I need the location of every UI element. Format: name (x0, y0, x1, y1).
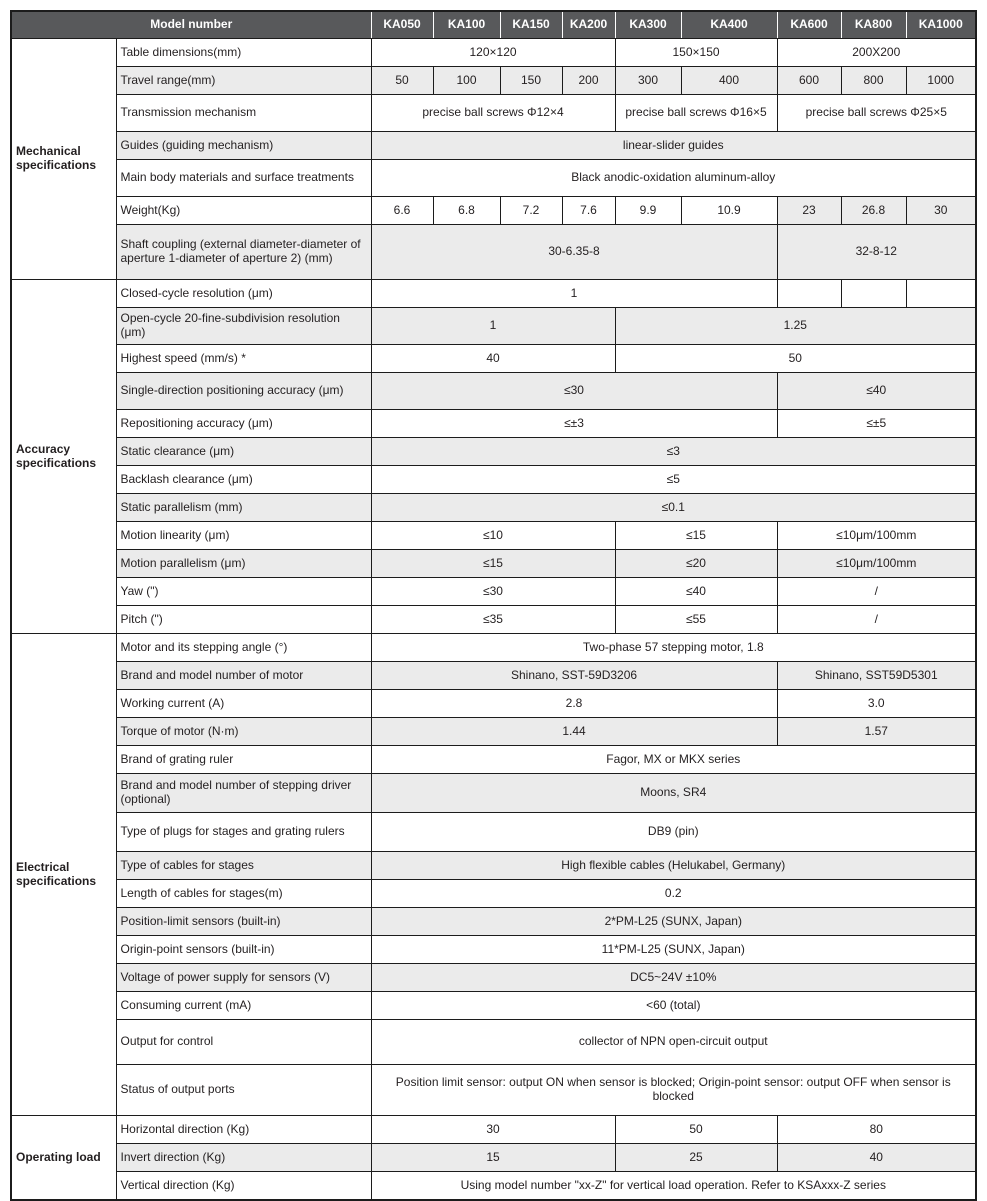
table-row (11, 1172, 976, 1201)
spec-value-cell: 150×150 (615, 39, 777, 67)
table-row (11, 578, 976, 606)
spec-value-cell: 50 (615, 345, 976, 373)
row-label: Weight(Kg) (116, 197, 371, 225)
row-label: Pitch (") (116, 606, 371, 634)
table-row (11, 522, 976, 550)
row-label: Position-limit sensors (built-in) (116, 908, 371, 936)
table-row (11, 308, 976, 345)
table-row (11, 345, 976, 373)
spec-value-cell: 30-6.35-8 (371, 225, 777, 280)
spec-value-cell: <60 (total) (371, 992, 976, 1020)
spec-value-cell: 23 (777, 197, 841, 225)
row-label: Table dimensions(mm) (116, 39, 371, 67)
model-column-header: KA1000 (906, 11, 976, 39)
spec-value-cell: 800 (841, 67, 906, 95)
row-label: Invert direction (Kg) (116, 1144, 371, 1172)
spec-value-cell: ≤3 (371, 438, 976, 466)
spec-value-cell: Shinano, SST-59D3206 (371, 662, 777, 690)
model-column-header: KA400 (681, 11, 777, 39)
spec-value-cell: 6.6 (371, 197, 433, 225)
table-row (11, 1144, 976, 1172)
table-row (11, 634, 976, 662)
spec-value-cell: 1 (371, 308, 615, 345)
table-row (11, 992, 976, 1020)
table-row (11, 718, 976, 746)
spec-value-cell: Fagor, MX or MKX series (371, 746, 976, 774)
spec-value-cell: collector of NPN open-circuit output (371, 1020, 976, 1065)
spec-value-cell: DC5~24V ±10% (371, 964, 976, 992)
model-column-header: KA200 (562, 11, 615, 39)
spec-value-cell: linear-slider guides (371, 132, 976, 160)
table-row (11, 1116, 976, 1144)
table-row (11, 466, 976, 494)
spec-value-cell: Black anodic-oxidation aluminum-alloy (371, 160, 976, 197)
table-row (11, 936, 976, 964)
row-label: Open-cycle 20-fine-subdivision resolution (μm) (116, 308, 371, 345)
row-label: Length of cables for stages(m) (116, 880, 371, 908)
spec-value-cell: Shinano, SST59D5301 (777, 662, 976, 690)
row-label: Vertical direction (Kg) (116, 1172, 371, 1201)
spec-value-cell: 9.9 (615, 197, 681, 225)
spec-value-cell: 2.8 (371, 690, 777, 718)
spec-value-cell: 400 (681, 67, 777, 95)
spec-value-cell: 6.8 (433, 197, 500, 225)
spec-value-cell: 7.2 (500, 197, 562, 225)
spec-value-cell: 25 (615, 1144, 777, 1172)
row-label: Motion linearity (μm) (116, 522, 371, 550)
model-number-header: Model number (11, 11, 371, 39)
table-row (11, 550, 976, 578)
spec-value-cell: 0.2 (371, 880, 976, 908)
row-label: Transmission mechanism (116, 95, 371, 132)
row-group-label: Electrical specifications (11, 634, 116, 1116)
table-row (11, 746, 976, 774)
row-label: Output for control (116, 1020, 371, 1065)
row-label: Consuming current (mA) (116, 992, 371, 1020)
spec-value-cell: ≤5 (371, 466, 976, 494)
row-label: Motion parallelism (μm) (116, 550, 371, 578)
spec-value-cell: ≤±5 (777, 410, 976, 438)
spec-value-cell: Using model number "xx-Z" for vertical load operation. Refer to KSAxxx-Z series (371, 1172, 976, 1201)
spec-value-cell: ≤±3 (371, 410, 777, 438)
spec-value-cell: Two-phase 57 stepping motor, 1.8 (371, 634, 976, 662)
spec-value-cell: 40 (777, 1144, 976, 1172)
spec-value-cell: precise ball screws Φ12×4 (371, 95, 615, 132)
table-row (11, 880, 976, 908)
spec-value-cell: 40 (371, 345, 615, 373)
spec-value-cell: 100 (433, 67, 500, 95)
spec-value-cell: 50 (371, 67, 433, 95)
row-label: Backlash clearance (μm) (116, 466, 371, 494)
model-header-row (11, 11, 976, 39)
spec-value-cell: ≤20 (615, 550, 777, 578)
row-label: Status of output ports (116, 1065, 371, 1116)
spec-value-cell: 1.44 (371, 718, 777, 746)
spec-value-cell: 32-8-12 (777, 225, 976, 280)
model-column-header: KA800 (841, 11, 906, 39)
spec-value-cell: precise ball screws Φ16×5 (615, 95, 777, 132)
table-row (11, 160, 976, 197)
model-column-header: KA150 (500, 11, 562, 39)
spec-value-cell: 50 (615, 1116, 777, 1144)
spec-value-cell: 30 (371, 1116, 615, 1144)
spec-value-cell: 200X200 (777, 39, 976, 67)
row-label: Motor and its stepping angle (°) (116, 634, 371, 662)
model-column-header: KA100 (433, 11, 500, 39)
model-column-header: KA050 (371, 11, 433, 39)
table-row (11, 690, 976, 718)
table-row (11, 813, 976, 852)
spec-value-cell: High flexible cables (Helukabel, Germany) (371, 852, 976, 880)
spec-value-cell: 3.0 (777, 690, 976, 718)
spec-value-cell: 15 (371, 1144, 615, 1172)
row-label: Yaw (") (116, 578, 371, 606)
spec-table (10, 10, 977, 1201)
spec-value-cell: / (777, 578, 976, 606)
row-label: Main body materials and surface treatments (116, 160, 371, 197)
table-row (11, 606, 976, 634)
spec-value-cell: ≤30 (371, 373, 777, 410)
spec-value-cell: ≤0.1 (371, 494, 976, 522)
spec-value-cell: 1000 (906, 67, 976, 95)
spec-value-cell: 10.9 (681, 197, 777, 225)
table-row (11, 67, 976, 95)
table-row (11, 95, 976, 132)
spec-table-body (11, 39, 976, 1201)
table-row (11, 410, 976, 438)
row-label: Travel range(mm) (116, 67, 371, 95)
spec-value-cell (841, 280, 906, 308)
table-row (11, 132, 976, 160)
spec-value-cell: DB9 (pin) (371, 813, 976, 852)
row-label: Torque of motor (N·m) (116, 718, 371, 746)
row-label: Repositioning accuracy (μm) (116, 410, 371, 438)
table-row (11, 1065, 976, 1116)
table-row (11, 225, 976, 280)
spec-value-cell: precise ball screws Φ25×5 (777, 95, 976, 132)
table-row (11, 1020, 976, 1065)
table-row (11, 852, 976, 880)
spec-value-cell: 1.57 (777, 718, 976, 746)
table-row (11, 494, 976, 522)
table-row (11, 373, 976, 410)
spec-value-cell: 1 (371, 280, 777, 308)
table-row (11, 662, 976, 690)
spec-value-cell: 200 (562, 67, 615, 95)
row-label: Single-direction positioning accuracy (μm) (116, 373, 371, 410)
row-label: Highest speed (mm/s) * (116, 345, 371, 373)
table-row (11, 197, 976, 225)
table-row (11, 774, 976, 813)
spec-value-cell: ≤55 (615, 606, 777, 634)
spec-value-cell: 80 (777, 1116, 976, 1144)
row-label: Closed-cycle resolution (μm) (116, 280, 371, 308)
spec-value-cell: 120×120 (371, 39, 615, 67)
row-group-label: Operating load (11, 1116, 116, 1201)
table-row (11, 39, 976, 67)
spec-value-cell: 11*PM-L25 (SUNX, Japan) (371, 936, 976, 964)
row-label: Voltage of power supply for sensors (V) (116, 964, 371, 992)
spec-value-cell: 2*PM-L25 (SUNX, Japan) (371, 908, 976, 936)
spec-value-cell: ≤15 (371, 550, 615, 578)
table-row (11, 908, 976, 936)
row-label: Brand and model number of motor (116, 662, 371, 690)
spec-value-cell: / (777, 606, 976, 634)
row-label: Shaft coupling (external diameter-diameter of aperture 1-diameter of aperture 2) (mm) (116, 225, 371, 280)
row-label: Origin-point sensors (built-in) (116, 936, 371, 964)
row-label: Type of cables for stages (116, 852, 371, 880)
spec-value-cell: ≤40 (777, 373, 976, 410)
header-row (11, 11, 976, 39)
row-label: Brand and model number of stepping driver (optional) (116, 774, 371, 813)
spec-value-cell: ≤10μm/100mm (777, 522, 976, 550)
spec-value-cell: 30 (906, 197, 976, 225)
model-column-header: KA600 (777, 11, 841, 39)
spec-value-cell: ≤10 (371, 522, 615, 550)
model-column-header: KA300 (615, 11, 681, 39)
spec-value-cell: 300 (615, 67, 681, 95)
row-label: Guides (guiding mechanism) (116, 132, 371, 160)
row-label: Working current (A) (116, 690, 371, 718)
spec-value-cell: 1.25 (615, 308, 976, 345)
spec-value-cell: 26.8 (841, 197, 906, 225)
spec-value-cell: Position limit sensor: output ON when sensor is blocked; Origin-point sensor: output OFF when sensor is blocked (371, 1065, 976, 1116)
row-group-label: Accuracy specifications (11, 280, 116, 634)
row-label: Horizontal direction (Kg) (116, 1116, 371, 1144)
spec-value-cell (777, 280, 841, 308)
table-row (11, 964, 976, 992)
spec-value-cell: ≤30 (371, 578, 615, 606)
spec-value-cell: 600 (777, 67, 841, 95)
row-group-label: Mechanical specifications (11, 39, 116, 280)
spec-value-cell: 7.6 (562, 197, 615, 225)
spec-value-cell: 150 (500, 67, 562, 95)
row-label: Static parallelism (mm) (116, 494, 371, 522)
row-label: Type of plugs for stages and grating rulers (116, 813, 371, 852)
table-row (11, 280, 976, 308)
row-label: Brand of grating ruler (116, 746, 371, 774)
table-row (11, 438, 976, 466)
spec-value-cell (906, 280, 976, 308)
spec-value-cell: Moons, SR4 (371, 774, 976, 813)
row-label: Static clearance (μm) (116, 438, 371, 466)
spec-value-cell: ≤10μm/100mm (777, 550, 976, 578)
spec-value-cell: ≤40 (615, 578, 777, 606)
spec-value-cell: ≤15 (615, 522, 777, 550)
spec-value-cell: ≤35 (371, 606, 615, 634)
